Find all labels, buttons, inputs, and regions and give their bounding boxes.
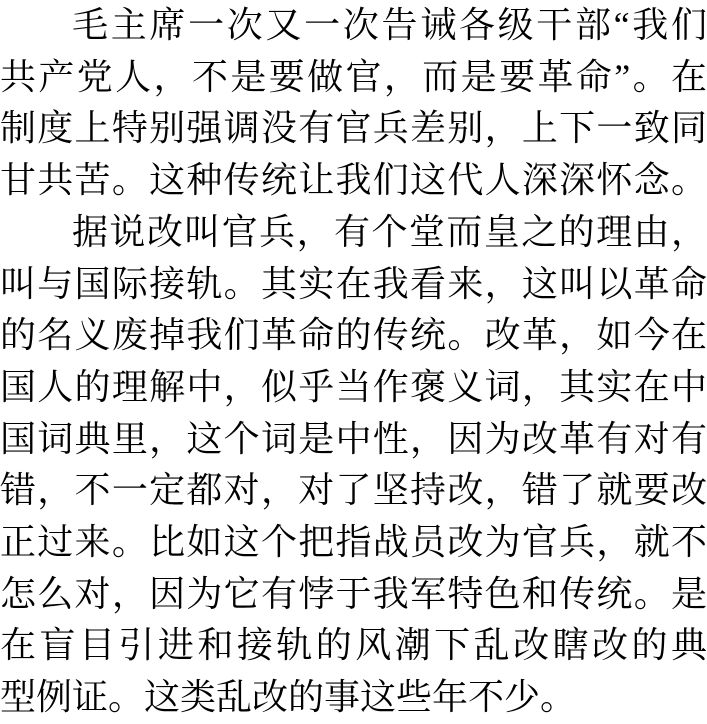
text-line: 在盲目引进和接轨的风潮下乱改瞎改的典 <box>0 625 707 666</box>
text-line: 正过来。比如这个把指战员改为官兵，就不 <box>0 522 707 563</box>
text-line: 的名义废掉我们革命的传统。改革，如今在 <box>0 315 707 356</box>
paragraph <box>0 207 707 724</box>
text-line: 国词典里，这个词是中性，因为改革有对有 <box>0 418 707 459</box>
text-line: 甘共苦。这种传统让我们这代人深深怀念。 <box>0 160 707 201</box>
text-line: 叫与国际接轨。其实在我看来，这叫以革命 <box>0 263 707 304</box>
text-line: 型例证。这类乱改的事这些年不少。 <box>0 677 577 718</box>
text-line: 毛主席一次又一次告诫各级干部“我们 <box>72 5 707 45</box>
text-line: 错，不一定都对，对了坚持改，错了就要改 <box>0 470 707 511</box>
text-line: 据说改叫官兵，有个堂而皇之的理由， <box>72 211 707 252</box>
text-line: 国人的理解中，似乎当作褒义词，其实在中 <box>0 366 707 407</box>
paragraph <box>0 0 707 207</box>
text-line: 制度上特别强调没有官兵差别，上下一致同 <box>0 108 707 149</box>
text-line: 怎么对，因为它有悖于我军特色和传统。是 <box>0 573 707 614</box>
text-line: 共产党人，不是要做官，而是要革命”。在 <box>0 56 707 97</box>
